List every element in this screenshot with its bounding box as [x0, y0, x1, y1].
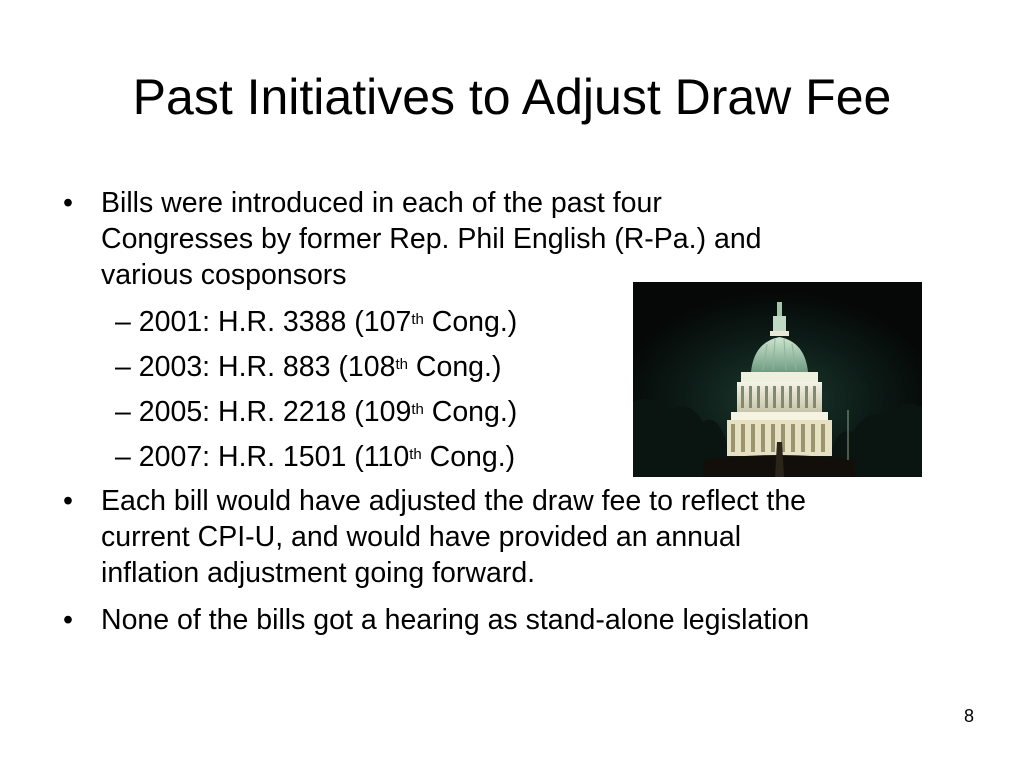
ordinal-suffix: th: [411, 401, 424, 418]
bullet-item-1: [63, 185, 762, 293]
page-number: 8: [963, 706, 974, 726]
slide-title: Past Initiatives to Adjust Draw Fee: [132, 69, 892, 125]
bullet-mark: •: [63, 485, 73, 517]
bullet-line: various cosponsors: [101, 259, 347, 291]
ordinal-suffix: th: [395, 356, 408, 373]
sub-item-text: Cong.): [407, 351, 502, 383]
dash-mark: –: [115, 351, 131, 383]
bullet-mark: •: [63, 604, 73, 636]
ordinal-suffix: th: [409, 446, 422, 463]
bullet-line: None of the bills got a hearing as stand-alone legislation: [101, 604, 810, 636]
sub-item-text: 2005: H.R. 2218 (109: [138, 396, 412, 428]
sub-item-text: 2003: H.R. 883 (108: [138, 351, 396, 383]
bullet-line: current CPI-U, and would have provided an annual: [101, 521, 742, 553]
sub-item-2001: [115, 304, 517, 340]
sub-item-text: Cong.): [423, 396, 518, 428]
bullet-item-3: [63, 602, 810, 638]
sub-item-2003: [115, 349, 501, 385]
sub-item-text: 2001: H.R. 3388 (107: [138, 306, 412, 338]
sub-item-2005: [115, 394, 517, 430]
bullet-mark: •: [63, 187, 73, 219]
dash-mark: –: [115, 306, 131, 338]
sub-item-text: Cong.): [423, 306, 518, 338]
capitol-building-photo: [633, 282, 922, 477]
bullet-line: Each bill would have adjusted the draw fee to reflect the: [101, 485, 807, 517]
sub-item-text: Cong.): [421, 441, 516, 473]
sub-item-text: 2007: H.R. 1501 (110: [138, 441, 410, 473]
dash-mark: –: [115, 396, 131, 428]
bullet-item-2: [63, 483, 807, 591]
sub-item-2007: [115, 439, 515, 475]
dash-mark: –: [115, 441, 131, 473]
bullet-line: Bills were introduced in each of the past four: [101, 187, 662, 219]
bullet-line: Congresses by former Rep. Phil English (R-Pa.) and: [101, 223, 762, 255]
ordinal-suffix: th: [411, 311, 424, 328]
bullet-line: inflation adjustment going forward.: [101, 557, 536, 589]
